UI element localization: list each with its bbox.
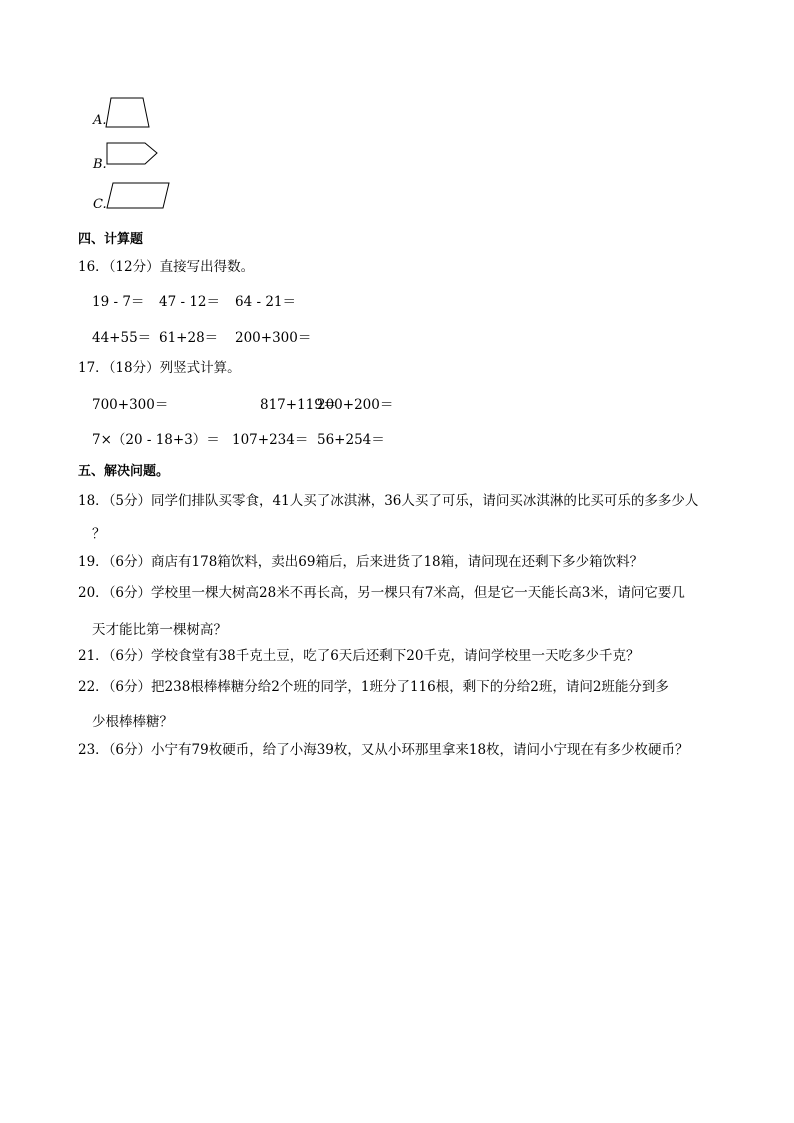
section-5-title: 五、解决问题。 xyxy=(78,464,170,479)
expression: 200+300＝ xyxy=(235,330,312,346)
expression: 7×（20 - 18+3）＝ xyxy=(92,432,220,448)
question-16-text: （12分）直接写出得数。 xyxy=(108,259,255,275)
question-20-number: 20． xyxy=(78,585,109,601)
question-19 xyxy=(78,547,728,578)
question-22-continuation: 少根棒棒糖？ xyxy=(92,714,173,730)
parallelogram-icon xyxy=(105,180,175,212)
question-23 xyxy=(78,735,728,766)
question-20 xyxy=(78,578,728,609)
question-16 xyxy=(78,252,728,283)
expression: 19 - 7＝ xyxy=(92,294,145,310)
question-16-number: 16． xyxy=(78,259,109,275)
question-21-number: 21． xyxy=(78,648,109,664)
question-16-row-2 xyxy=(92,326,311,346)
expression: 200+200＝ xyxy=(317,397,394,413)
question-20-text: （6分）学校里一棵大树高28米不再长高，另一棵只有7米高，但是它一天能长高3米，请问它要几 xyxy=(108,585,685,601)
section-4-title: 四、计算题 xyxy=(78,232,144,247)
expression: 56+254＝ xyxy=(317,432,385,448)
question-18-continuation: ？ xyxy=(92,526,106,542)
question-16-row-1 xyxy=(92,290,296,310)
question-17-number: 17． xyxy=(78,360,109,376)
question-19-text: （6分）商店有178箱饮料，卖出69箱后，后来进货了18箱，请问现在还剩下多少箱饮料？ xyxy=(108,554,644,570)
question-22-text: （6分）把238根棒棒糖分给2个班的同学，1班分了116根，剩下的分给2班，请问2班能分到多 xyxy=(108,679,669,695)
expression: 61+28＝ xyxy=(159,330,219,346)
question-22-number: 22． xyxy=(78,679,109,695)
question-21 xyxy=(78,641,728,672)
question-23-number: 23． xyxy=(78,742,109,758)
question-18-text: （5分）同学们排队买零食，41人买了冰淇淋，36人买了可乐，请问买冰淇淋的比买可乐的多多少人 xyxy=(108,493,699,509)
option-b-label: B. xyxy=(93,157,107,172)
option-a xyxy=(93,96,213,128)
question-18 xyxy=(78,486,728,517)
option-c-label: C. xyxy=(93,197,107,212)
question-22 xyxy=(78,672,728,703)
expression: 47 - 12＝ xyxy=(159,294,221,310)
expression: 817+119＝ xyxy=(260,397,337,413)
question-17-row-2 xyxy=(92,428,385,448)
expression: 107+234＝ xyxy=(232,432,309,448)
pentagon-arrow-icon xyxy=(105,140,165,168)
expression: 64 - 21＝ xyxy=(235,294,297,310)
expression: 700+300＝ xyxy=(92,397,169,413)
question-23-text: （6分）小宁有79枚硬币，给了小海39枚，又从小环那里拿来18枚，请问小宁现在有多少枚硬币？ xyxy=(108,742,689,758)
question-21-text: （6分）学校食堂有38千克土豆，吃了6天后还剩下20千克，请问学校里一天吃多少千克？ xyxy=(108,648,640,664)
option-c xyxy=(93,180,213,212)
trapezoid-icon xyxy=(105,96,165,130)
question-17-row-1 xyxy=(92,393,393,413)
question-17-text: （18分）列竖式计算。 xyxy=(108,360,241,376)
expression: 44+55＝ xyxy=(92,330,152,346)
question-17 xyxy=(78,353,728,384)
question-18-number: 18． xyxy=(78,493,109,509)
question-19-number: 19． xyxy=(78,554,109,570)
question-20-continuation: 天才能比第一棵树高？ xyxy=(92,622,227,638)
option-a-label: A. xyxy=(93,113,107,128)
option-b xyxy=(93,140,213,172)
